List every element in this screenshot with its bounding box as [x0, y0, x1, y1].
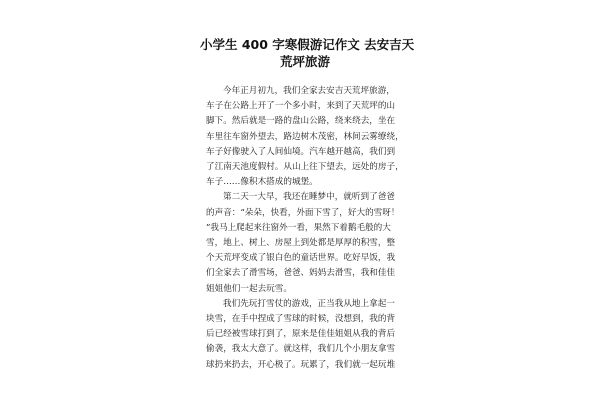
paragraph-2: [206, 190, 406, 296]
text-line: 第二天一大早，我还在睡梦中，就听到了爸爸: [223, 192, 395, 203]
paragraph-1: [206, 84, 406, 190]
text-line: 们全家去了滑雪场，爸爸、妈妈去滑雪，我和佳佳: [206, 268, 396, 279]
text-line: 车子在公路上开了一个多小时，来到了天荒坪的山: [206, 101, 396, 112]
text-line: 车子好像驶入了人间仙境。汽车越开越高，我们到: [206, 146, 396, 157]
text-line: 偷袭，我太大意了。就这样，我们几个小朋友拿雪: [206, 344, 396, 355]
article-title: [200, 36, 415, 70]
title-line-1: 小学生 400 字寒假游记作文 去安吉天: [200, 37, 415, 52]
text-line: 脚下。然后就是一路的盘山公路，绕来绕去，坐在: [206, 116, 396, 127]
text-line: 的声音：“朵朵，快看，外面下雪了，好大的雪呀！: [206, 207, 400, 218]
text-line: 今年正月初九，我们全家去安吉天荒坪旅游，: [223, 86, 395, 96]
text-line: 车子……像积木搭成的城堡。: [206, 177, 318, 188]
title-line-2: 荒坪旅游: [279, 54, 330, 69]
article-body: [206, 84, 406, 373]
paragraph-3: [206, 297, 406, 373]
text-line: 了江南天池度假村。从山上往下望去，远处的房子，: [206, 162, 404, 173]
text-line: 球扔来扔去，开心极了。玩累了，我们就一起玩堆: [206, 359, 396, 370]
text-line: 后已经被雪球打到了，原来是佳佳姐姐从我的背后: [206, 329, 396, 340]
text-line: 我们先玩打雪仗的游戏，正当我从地上拿起一: [223, 298, 395, 309]
text-line: 雪，地上、树上、房屋上到处都是厚厚的积雪，整: [206, 238, 396, 249]
text-line: 块雪，在手中捏成了雪球的时候，没想到，我的背: [206, 314, 396, 325]
text-line: 姐姐他们一起去玩雪。: [206, 283, 292, 294]
text-line: 个天荒坪变成了银白色的童话世界。吃好早饭，我: [206, 253, 396, 264]
text-line: ”我马上爬起来往窗外一看，果然下着鹅毛般的大: [206, 222, 391, 233]
text-line: 车里往车窗外望去，路边树木茂密，林间云雾缭绕，: [206, 131, 404, 142]
